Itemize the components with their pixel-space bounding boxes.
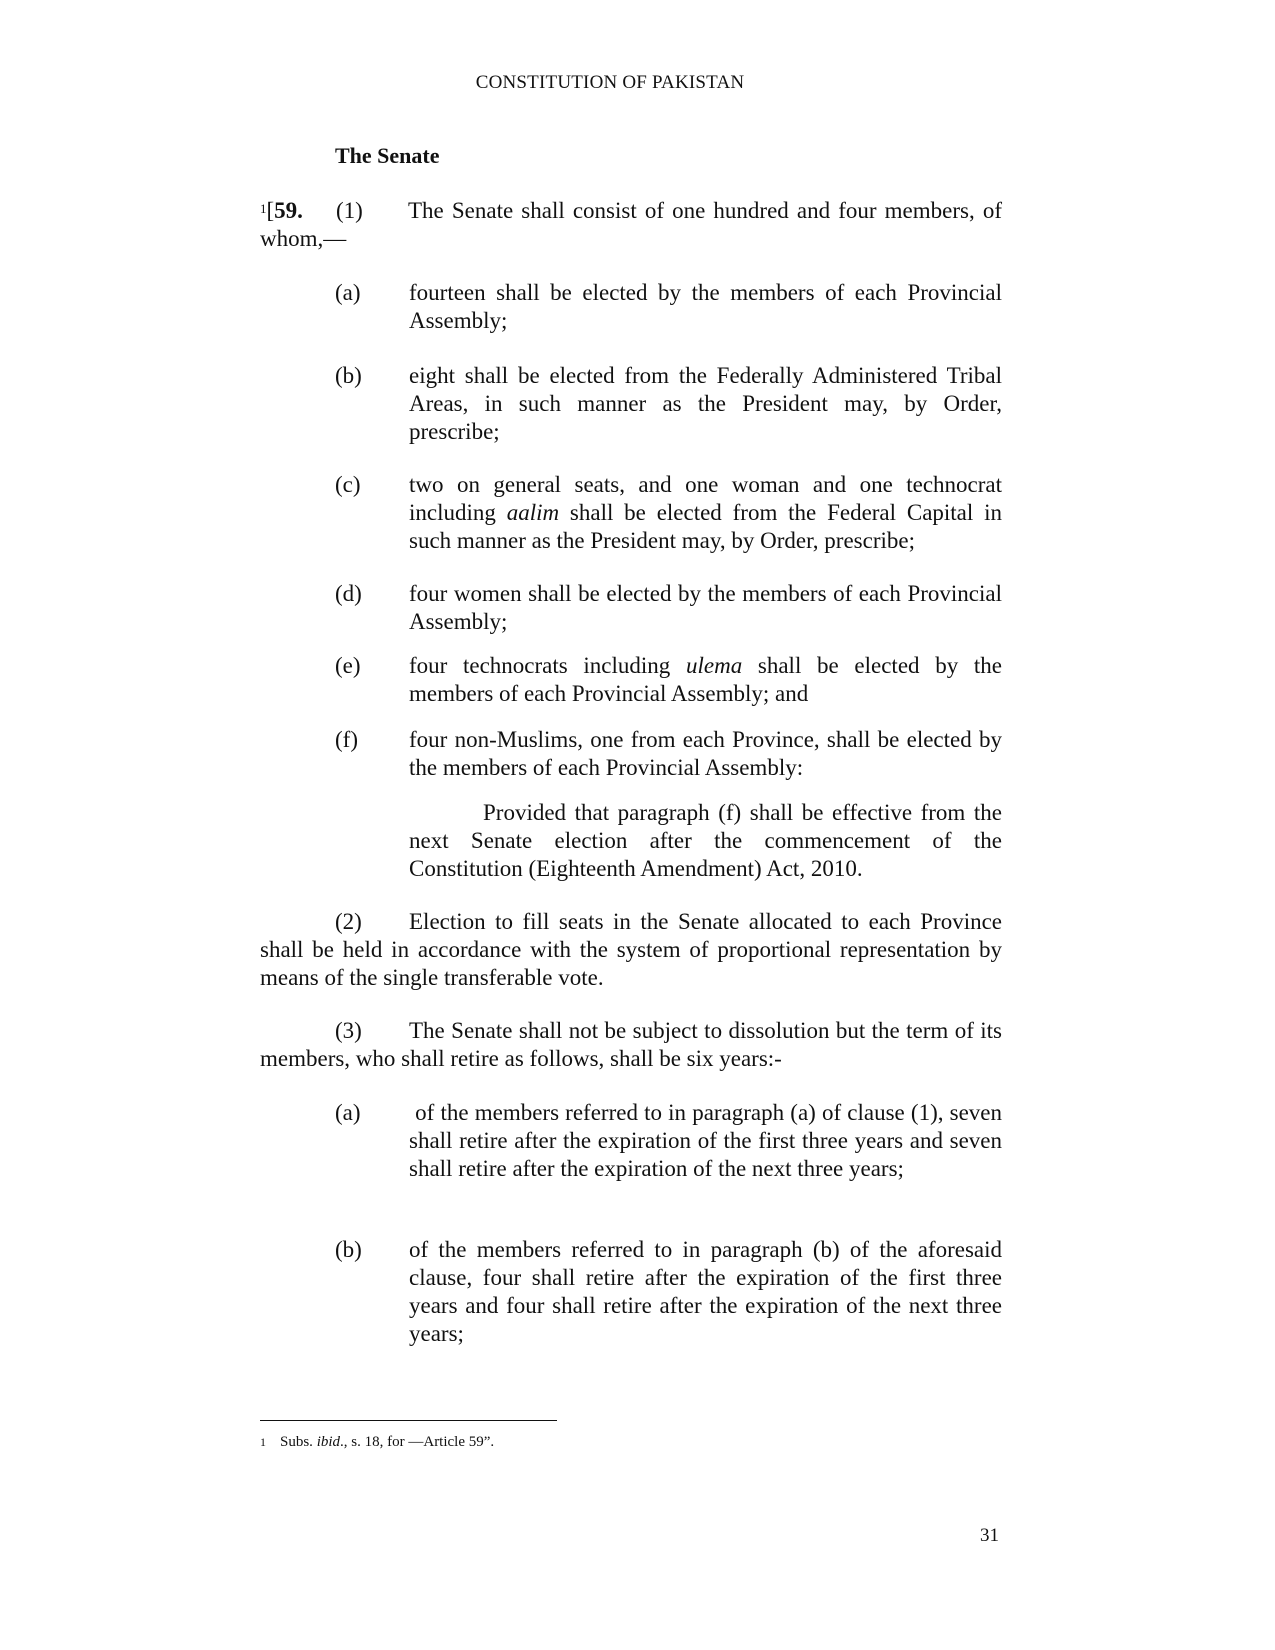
running-header: CONSTITUTION OF PAKISTAN [475,72,745,93]
item-label: (b) [335,1237,362,1262]
footnote-suffix: ., s. 18, for ―Article 59”. [340,1434,495,1450]
footnote-prefix: Subs. [280,1434,317,1450]
clause-1-item-c [335,471,1002,555]
item-text-part: shall be elected by the members of each Provincial Assembly; and [409,653,1002,706]
item-text: four non-Muslims, one from each Province, shall be elected by the members of each Provincial Assembly: [409,727,1002,780]
article-59-clause-2 [260,908,1002,992]
item-text: of the members referred to in paragraph (a) of clause (1), seven shall retire after the expiration of the first three years and seven shall retire after the expiration of the next three years; [409,1100,1008,1181]
footnote-mark: 1 [260,1435,266,1449]
item-label: (a) [335,1100,361,1125]
item-label: (f) [335,727,358,752]
item-text [409,471,1002,555]
clause-1-item-b [335,362,1002,446]
clause-1-item-e [335,652,1002,708]
clause-3-item-a [335,1099,1008,1183]
item-text: four women shall be elected by the members of each Provincial Assembly; [409,581,1002,634]
clause-1-text: The Senate shall consist of one hundred and four members, of whom,— [260,198,1002,251]
footnote [260,1432,494,1452]
item-label: (a) [335,280,361,305]
item-text: of the members referred to in paragraph (b) of the aforesaid clause, four shall retire after the expiration of the first three years and four shall retire after the expiration of the next three years; [409,1237,1002,1346]
clause-3-item-b [335,1236,1002,1348]
footnote-reference[interactable]: 1 [260,201,267,216]
footnote-divider [260,1420,557,1421]
item-label: (d) [335,581,362,606]
section-heading: The Senate [335,143,440,168]
article-number: 59. [274,198,303,223]
article-59-clause-1 [260,197,1002,253]
article-bracket: [ [266,198,275,223]
clause-2-label: (2) [335,909,362,934]
item-text-part: four technocrats including [409,653,686,678]
clause-3-text: The Senate shall not be subject to dissolution but the term of its members, who shall retire as follows, shall be six years:- [260,1018,1002,1071]
clause-1-item-a [335,279,1002,335]
item-label: (e) [335,653,361,678]
item-text-part: two on general seats, and one woman and one technocrat including [409,472,1002,525]
proviso: Provided that paragraph (f) shall be effective from the next Senate election after the commencement of the Constitution (Eighteenth Amendment) Act, 2010. [409,800,1002,881]
clause-1-label: (1) [336,198,363,223]
item-text: fourteen shall be elected by the members of each Provincial Assembly; [409,280,1002,333]
clause-2-text: Election to fill seats in the Senate allocated to each Province shall be held in accordance with the system of proportional representation by means of the single transferable vote. [260,909,1002,990]
item-italic-term: aalim [506,500,560,525]
clause-1-item-f [335,726,1002,782]
footnote-italic: ibid [316,1434,341,1450]
item-text [409,652,1002,708]
item-text-part: shall be elected from the Federal Capital in such manner as the President may, by Order, prescribe; [409,500,1002,553]
item-label: (c) [335,472,361,497]
item-text: eight shall be elected from the Federally Administered Tribal Areas, in such manner as the President may, by Order, prescribe; [409,363,1002,444]
clause-1-item-d [335,580,1002,636]
page-number: 31 [980,1525,999,1546]
item-italic-term: ulema [685,653,743,678]
item-label: (b) [335,363,362,388]
clause-3-label: (3) [335,1018,362,1043]
article-number-group [260,197,336,225]
article-59-clause-3 [260,1017,1002,1073]
